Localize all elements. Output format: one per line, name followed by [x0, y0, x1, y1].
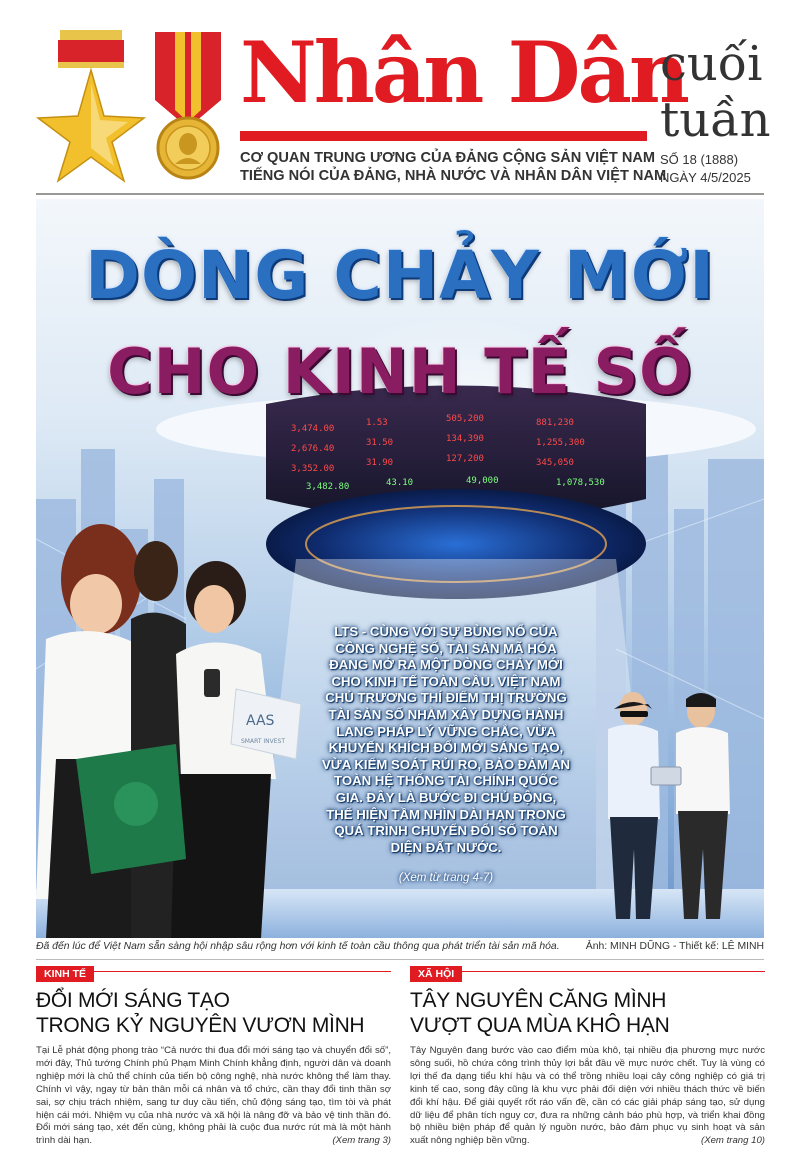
- folder-subtext: SMART INVEST: [241, 738, 286, 745]
- ho-chi-minh-medal-icon: [147, 30, 229, 180]
- svg-text:43.10: 43.10: [386, 478, 414, 488]
- women-group-figure: [36, 524, 301, 938]
- agency-line-2: TIẾNG NÓI CỦA ĐẢNG, NHÀ NƯỚC VÀ NHÂN DÂN VIỆT NAM: [240, 168, 667, 184]
- issue-date: NGÀY 4/5/2025: [660, 170, 751, 185]
- article-body: [410, 1045, 765, 1148]
- svg-text:1,255,300: 1,255,300: [536, 438, 585, 448]
- article-title[interactable]: [36, 988, 391, 1038]
- svg-text:505,200: 505,200: [446, 414, 484, 424]
- cover-headline-line-2: CHO KINH TẾ SỐ: [107, 335, 693, 408]
- article-page-ref: (Xem trang 10): [701, 1135, 765, 1147]
- article-title-line-1: TÂY NGUYÊN CĂNG MÌNH: [410, 989, 667, 1012]
- newspaper-logo: Nhân Dân: [240, 23, 687, 122]
- svg-text:31.90: 31.90: [366, 458, 394, 468]
- svg-text:127,200: 127,200: [446, 454, 484, 464]
- section-rule: [410, 971, 765, 972]
- article-body-text: Tại Lễ phát động phong trào “Cả nước thi đua đổi mới sáng tạo và chuyển đổi số”, mới đây, Thủ tướng Chính phủ Phạm Minh Chính khẳng định, người dân và doanh nghiệp mới là chủ thể chính của tiến bộ công nghệ, nhà nước không thể làm thay. Chính vì vậy, ngay từ bản thân mỗi cá nhân và tổ chức, cần thay đổi tinh thần sợ sai, sợ chịu trách nhiệm, sang tư duy cầu tiến, chủ động sáng tạo, tìm tòi và phát hiện cái mới. Nhiệm vụ của nhà nước và xã hội là nâng đỡ và bảo vệ tinh thần đó. Đổi mới sáng tạo, xét đến cùng, không phải là cuộc đua nước rút mà là một hành trình dài hạn.: [36, 1045, 391, 1147]
- folder-logo: AAS: [246, 713, 275, 729]
- article-body: [36, 1045, 391, 1148]
- article-title-line-2: TRONG KỶ NGUYÊN VƯƠN MÌNH: [36, 1014, 365, 1037]
- svg-text:134,390: 134,390: [446, 434, 484, 444]
- article-page-ref: (Xem trang 3): [332, 1135, 391, 1147]
- photo-credit: Ảnh: MINH DŨNG - Thiết kế: LÊ MINH: [585, 941, 764, 952]
- svg-text:3,352.00: 3,352.00: [291, 464, 335, 474]
- editorial-lead-text: LTS - CÙNG VỚI SỰ BÙNG NỔ CỦA CÔNG NGHỆ SỐ, TÀI SẢN MÃ HÓA ĐANG MỞ RA MỘT DÒNG CHẢY MỚI CHO KINH TẾ TOÀN CẦU. VIỆT NAM CHỦ TRƯƠNG THÍ ĐIỂM THỊ TRƯỜNG TÀI SẢN SỐ NHẰM XÂY DỰNG HÀNH LANG PHÁP LÝ VỮNG CHẮC, VỪA KHUYẾN KHÍCH ĐỔI MỚI SÁNG TẠO, VỪA KIỂM SOÁT RỦI RO, BẢO ĐẢM AN TOÀN HỆ THỐNG TÀI CHÍNH QUỐC GIA. ĐÂY LÀ BƯỚC ĐI CHỦ ĐỘNG, THỂ HIỆN TẦM NHÌN DÀI HẠN TRONG QUÁ TRÌNH CHUYỂN ĐỔI SỐ TOÀN DIỆN ĐẤT NƯỚC.: [321, 624, 571, 855]
- editorial-lead-page-ref: (Xem từ trang 4-7): [398, 872, 494, 884]
- photo-caption: Đã đến lúc để Việt Nam sẵn sàng hội nhập sâu rộng hơn với kinh tế toàn cầu thông qua phát triển tài sản mã hóa.: [36, 941, 560, 952]
- svg-text:31.50: 31.50: [366, 438, 394, 448]
- article-title[interactable]: [410, 988, 765, 1038]
- svg-text:3,482.80: 3,482.80: [306, 482, 350, 492]
- svg-text:49,000: 49,000: [466, 476, 499, 486]
- masthead: [0, 0, 800, 195]
- svg-text:2,676.40: 2,676.40: [291, 444, 335, 454]
- cover-photo: [36, 199, 764, 938]
- cover-headline-line-1: DÒNG CHẢY MỚI: [85, 237, 715, 314]
- svg-text:1.53: 1.53: [366, 418, 388, 428]
- caption-divider: [36, 959, 764, 960]
- section-tag-economy: KINH TẾ: [36, 966, 94, 982]
- svg-text:1,078,530: 1,078,530: [556, 478, 605, 488]
- masthead-divider: [36, 193, 764, 195]
- svg-text:881,230: 881,230: [536, 418, 574, 428]
- agency-line-1: CƠ QUAN TRUNG ƯƠNG CỦA ĐẢNG CỘNG SẢN VIỆT NAM: [240, 150, 656, 166]
- issue-number: SỐ 18 (1888): [660, 152, 739, 167]
- article-body-text: Tây Nguyên đang bước vào cao điểm mùa khô, tại nhiều địa phương mực nước sông suối, hồ chứa công trình thủy lợi bắt đầu về mực nước chết. Tuy là vùng có lợi thế đa dạng tiểu khí hậu và có thể trồng nhiều loại cây công nghiệp có giá trị kinh tế cao, song đây cũng là khu vực phải đối diện với nhiều thách thức về biến đổi khí hậu. Để giải quyết rốt ráo vấn đề, cần có các giải pháp sáng tạo, sử dụng dữ liệu để phân tích nguy cơ, đưa ra những cảnh báo phù hợp, và triển khai đồng bộ nhiều biện pháp để quản lý nguồn nước, bảo đảm phục vụ sinh hoạt và sản xuất nông nghiệp bền vững.: [410, 1045, 765, 1147]
- editorial-lead: [321, 624, 571, 914]
- section-tag-society: XÃ HỘI: [410, 966, 462, 982]
- edition-word-tuan: tuần: [660, 92, 771, 148]
- gold-star-medal-icon: [36, 28, 146, 183]
- logo-underline: [240, 131, 647, 141]
- article-title-line-2: VƯỢT QUA MÙA KHÔ HẠN: [410, 1014, 670, 1037]
- edition-word-cuoi: cuối: [660, 36, 763, 92]
- svg-text:345,050: 345,050: [536, 458, 574, 468]
- article-title-line-1: ĐỔI MỚI SÁNG TẠO: [36, 989, 230, 1012]
- article-society: [410, 964, 765, 1164]
- svg-text:3,474.00: 3,474.00: [291, 424, 335, 434]
- article-economy: [36, 964, 391, 1164]
